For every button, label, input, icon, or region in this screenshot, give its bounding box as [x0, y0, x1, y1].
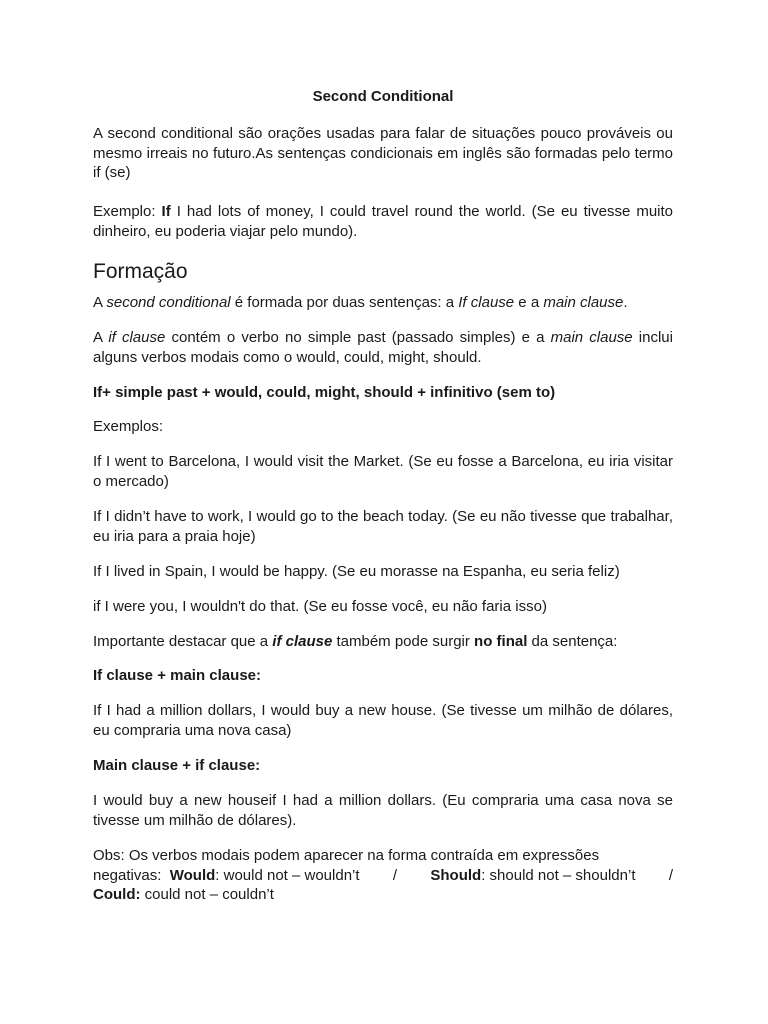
- example-item: If I went to Barcelona, I would visit the Market. (Se eu fosse a Barcelona, eu iria visitar o mercado): [93, 453, 673, 490]
- text-span: também pode surgir: [332, 633, 475, 650]
- could-label: Could:: [93, 886, 141, 903]
- would-label: Would: [169, 866, 216, 884]
- text-span: Importante destacar que a: [93, 633, 273, 650]
- term-if-clause: if clause: [272, 633, 333, 650]
- term-no-final: no final: [474, 633, 528, 650]
- separator: /: [668, 866, 673, 884]
- text-span: A: [93, 294, 107, 311]
- term-if-clause: If clause: [458, 294, 515, 311]
- term-main-clause: main clause: [550, 329, 633, 346]
- should-label: Should: [430, 866, 482, 884]
- term-second-conditional: second conditional: [106, 294, 231, 311]
- order-2-example: I would buy a new houseif I had a million dollars. (Eu compraria uma casa nova se tivesse um milhão de dólares).: [93, 792, 673, 829]
- order-1-label: [93, 666, 673, 686]
- should-group: [430, 866, 635, 886]
- obs-negativas: negativas:: [93, 866, 162, 884]
- example-label: Exemplo:: [93, 203, 162, 220]
- formation-paragraph-1: [93, 293, 673, 313]
- text-span: e a: [514, 294, 544, 311]
- obs-intro: Obs: Os verbos modais podem aparecer na forma contraída em expressões: [93, 847, 600, 864]
- important-paragraph: [93, 632, 673, 652]
- text-span: inclui alguns verbos modais como o would, could, might, should.: [93, 329, 673, 366]
- examples-label: Exemplos:: [93, 418, 164, 435]
- term-main-clause: main clause: [543, 294, 624, 311]
- example-sentence: I had lots of money, I could travel round the world. (Se eu tivesse muito dinheiro, eu poderia viajar pelo mundo).: [93, 203, 673, 240]
- term-if-clause: if clause: [108, 329, 166, 346]
- example-item: If I didn’t have to work, I would go to the beach today. (Se eu não tivesse que trabalhar, eu iria para a praia hoje): [93, 508, 673, 545]
- text-span: A: [93, 329, 109, 346]
- separator: /: [392, 866, 398, 884]
- page-title: Second Conditional: [312, 88, 454, 105]
- example-item: If I lived in Spain, I would be happy. (Se eu morasse na Espanha, eu seria feliz): [93, 563, 620, 580]
- obs-line-2: [93, 866, 673, 886]
- if-keyword: If: [161, 203, 171, 220]
- obs-line-3: [93, 885, 673, 905]
- order-1-example: If I had a million dollars, I would buy a new house. (Se tivesse um milhão de dólares, eu compraria uma nova casa): [93, 702, 673, 739]
- intro-paragraph: A second conditional são orações usadas para falar de situações pouco prováveis ou mesmo irreais no futuro.As sentenças condicionais em inglês são formadas pelo termo if (se): [93, 125, 673, 181]
- example-item: if I were you, I wouldn't do that. (Se eu fosse você, eu não faria isso): [93, 598, 547, 615]
- should-text: : should not – shouldn’t: [481, 866, 636, 884]
- would-text: : would not – wouldn’t: [215, 866, 360, 884]
- formula-text: If+ simple past + would, could, might, should + infinitivo (sem to): [93, 384, 556, 401]
- formula-paragraph: [93, 383, 673, 403]
- text-span: da sentença:: [527, 633, 618, 650]
- order-label-text: Main clause + if clause:: [93, 757, 261, 774]
- order-2-label: [93, 756, 673, 776]
- formation-heading: Formação: [93, 260, 188, 283]
- text-span: .: [623, 294, 628, 311]
- text-span: é formada por duas sentenças: a: [230, 294, 459, 311]
- formation-paragraph-2: [93, 328, 673, 367]
- obs-negativas-group: [93, 866, 360, 886]
- example-intro-paragraph: [93, 202, 673, 241]
- could-text: could not – couldn’t: [140, 886, 274, 903]
- order-label-text: If clause + main clause:: [93, 667, 261, 684]
- text-span: contém o verbo no simple past (passado simples) e a: [165, 329, 551, 346]
- obs-paragraph: [93, 846, 673, 905]
